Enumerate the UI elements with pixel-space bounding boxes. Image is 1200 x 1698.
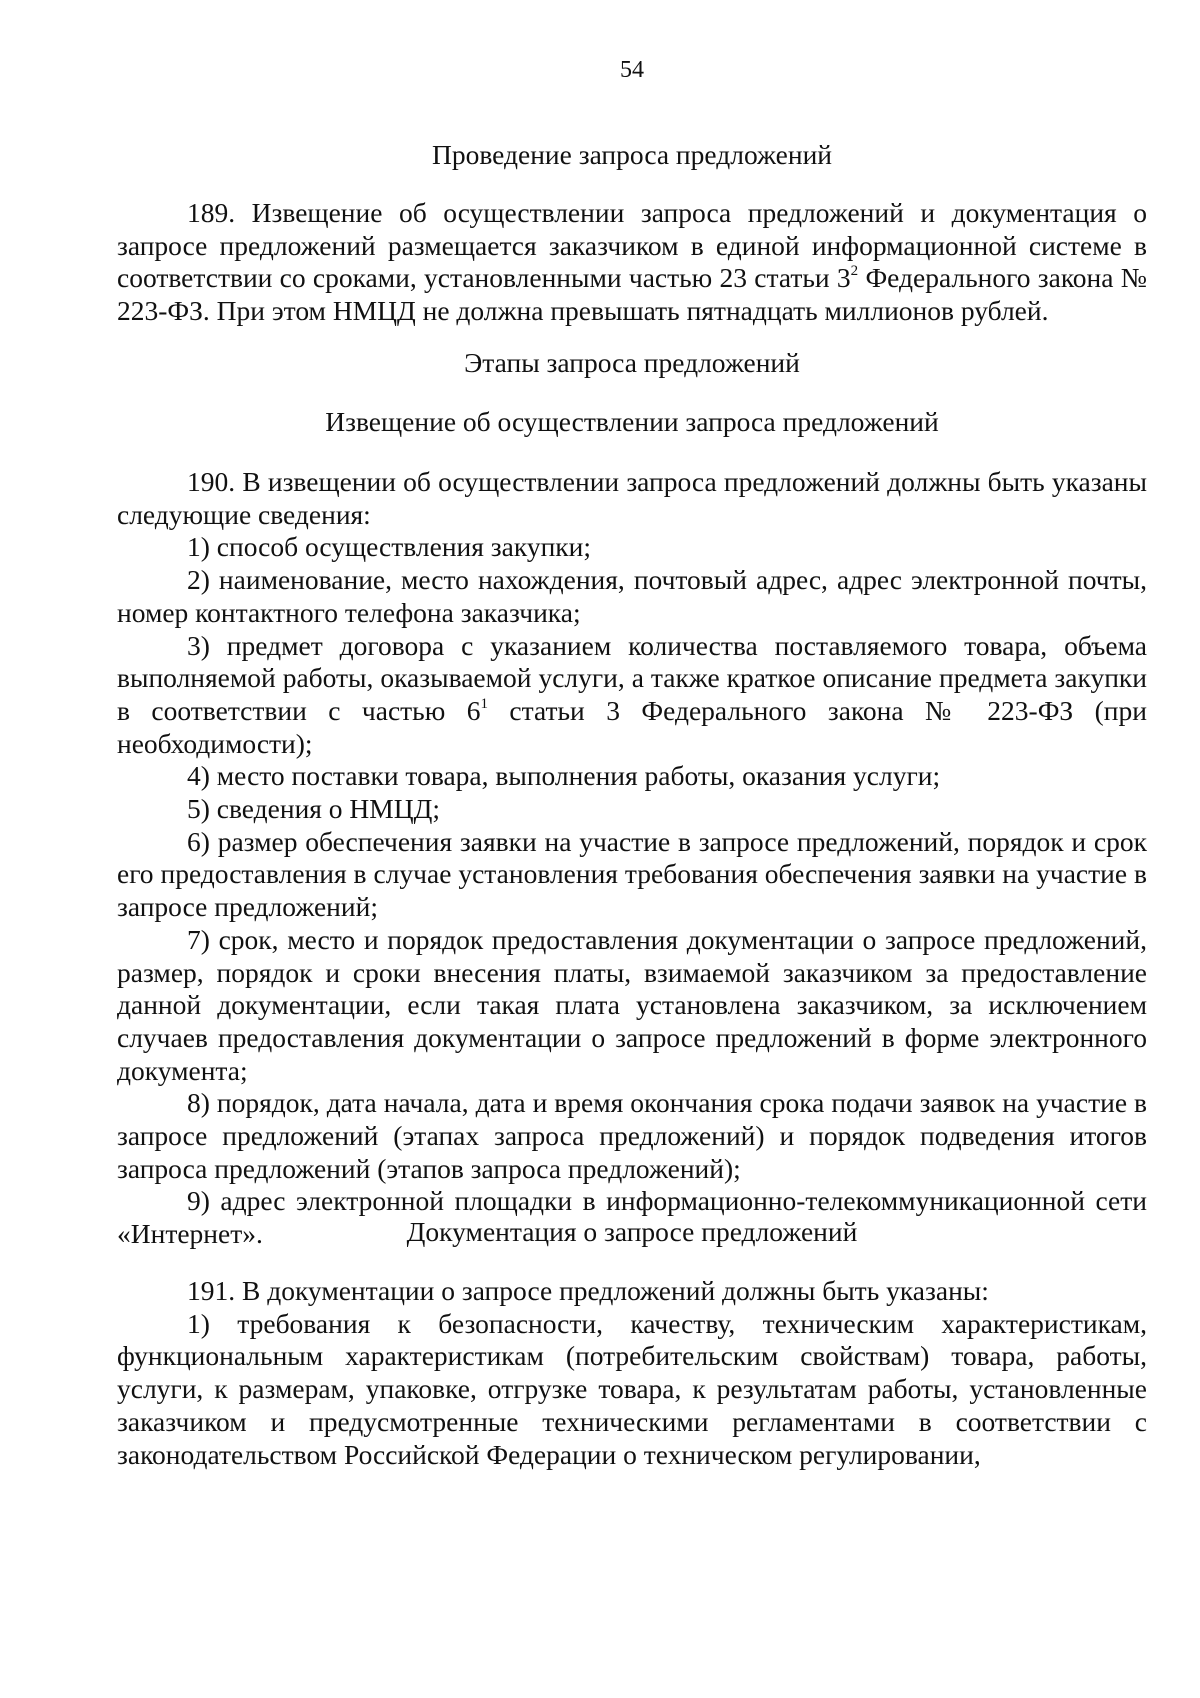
heading-stages: Этапы запроса предложений [464, 347, 800, 378]
list-item-190-9: 9) адрес электронной площадки в информационно-телекоммуникационной сети «Интернет». [117, 1185, 1147, 1250]
heading-docs: Документация о запросе предложений [406, 1216, 858, 1247]
list-item-190-1: 1) способ осуществления закупки; [187, 531, 592, 563]
list-item-190-4: 4) место поставки товара, выполнения работы, оказания услуги; [187, 760, 941, 792]
list-item-191-1: 1) требования к безопасности, качеству, техническим характеристикам, функциональным характеристикам (потребительским свойствам) товара, работы, услуги, к размерам, упаковке, отгрузке товара, к результатам работы, установленные заказчиком и предусмотренные техническими регламентами в соответствии с законодательством Российской Федерации о техническом регулировании, [117, 1307, 1147, 1470]
heading-notice: Извещение об осуществлении запроса предложений [325, 406, 939, 437]
superscript: 1 [480, 695, 488, 712]
list-item-190-8: 8) порядок, дата начала, дата и время окончания срока подачи заявок на участие в запросе предложений (этапах запроса предложений) и порядок подведения итогов запроса предложений (этапов запроса предложений); [117, 1087, 1147, 1184]
paragraph-189 [117, 197, 1147, 328]
paragraph-191-intro: 191. В документации о запросе предложений должны быть указаны: [187, 1275, 989, 1306]
paragraph-190 [117, 466, 1147, 1251]
list-item-190-5: 5) сведения о НМЦД; [187, 793, 441, 825]
heading-conduct: Проведение запроса предложений [431, 139, 833, 170]
paragraph-189-text: 189. Извещение об осуществлении запроса предложений и документация о запросе предложений размещается заказчиком в единой информационной системе в соответствии со сроками, установленными частью 23 статьи $3^2$ Федерального закона № 223-ФЗ. При этом НМЦД не должна превышать пятнадцать миллионов рублей. [117, 197, 1148, 327]
list-item-190-6: 6) размер обеспечения заявки на участие в запросе предложений, порядок и срок его предоставления в случае установления требования обеспечения заявки на участие в запросе предложений; [117, 825, 1147, 923]
paragraph-190-intro: 190. В извещении об осуществлении запроса предложений должны быть указаны следующие сведения: [117, 466, 1147, 530]
page-number: 54 [620, 57, 644, 83]
list-item-190-2: 2) наименование, место нахождения, почтовый адрес, адрес электронной почты, номер контактного телефона заказчика; [117, 564, 1147, 628]
superscript: 2 [850, 263, 859, 280]
list-item-190-3: 3) предмет договора с указанием количества поставляемого товара, объема выполняемой работы, оказываемой услуги, а также краткое описание предмета закупки в соответствии с частью $6^1$ статьи 3 Федерального закона № 223-ФЗ (при необходимости); [117, 629, 1147, 759]
list-item-190-7: 7) срок, место и порядок предоставления документации о запросе предложений, размер, порядок и сроки внесения платы, взимаемой заказчиком за предоставление данной документации, если такая плата установлена заказчиком, за исключением случаев предоставления документации о запросе предложений в форме электронного документа; [117, 923, 1147, 1086]
paragraph-191 [117, 1275, 1147, 1471]
